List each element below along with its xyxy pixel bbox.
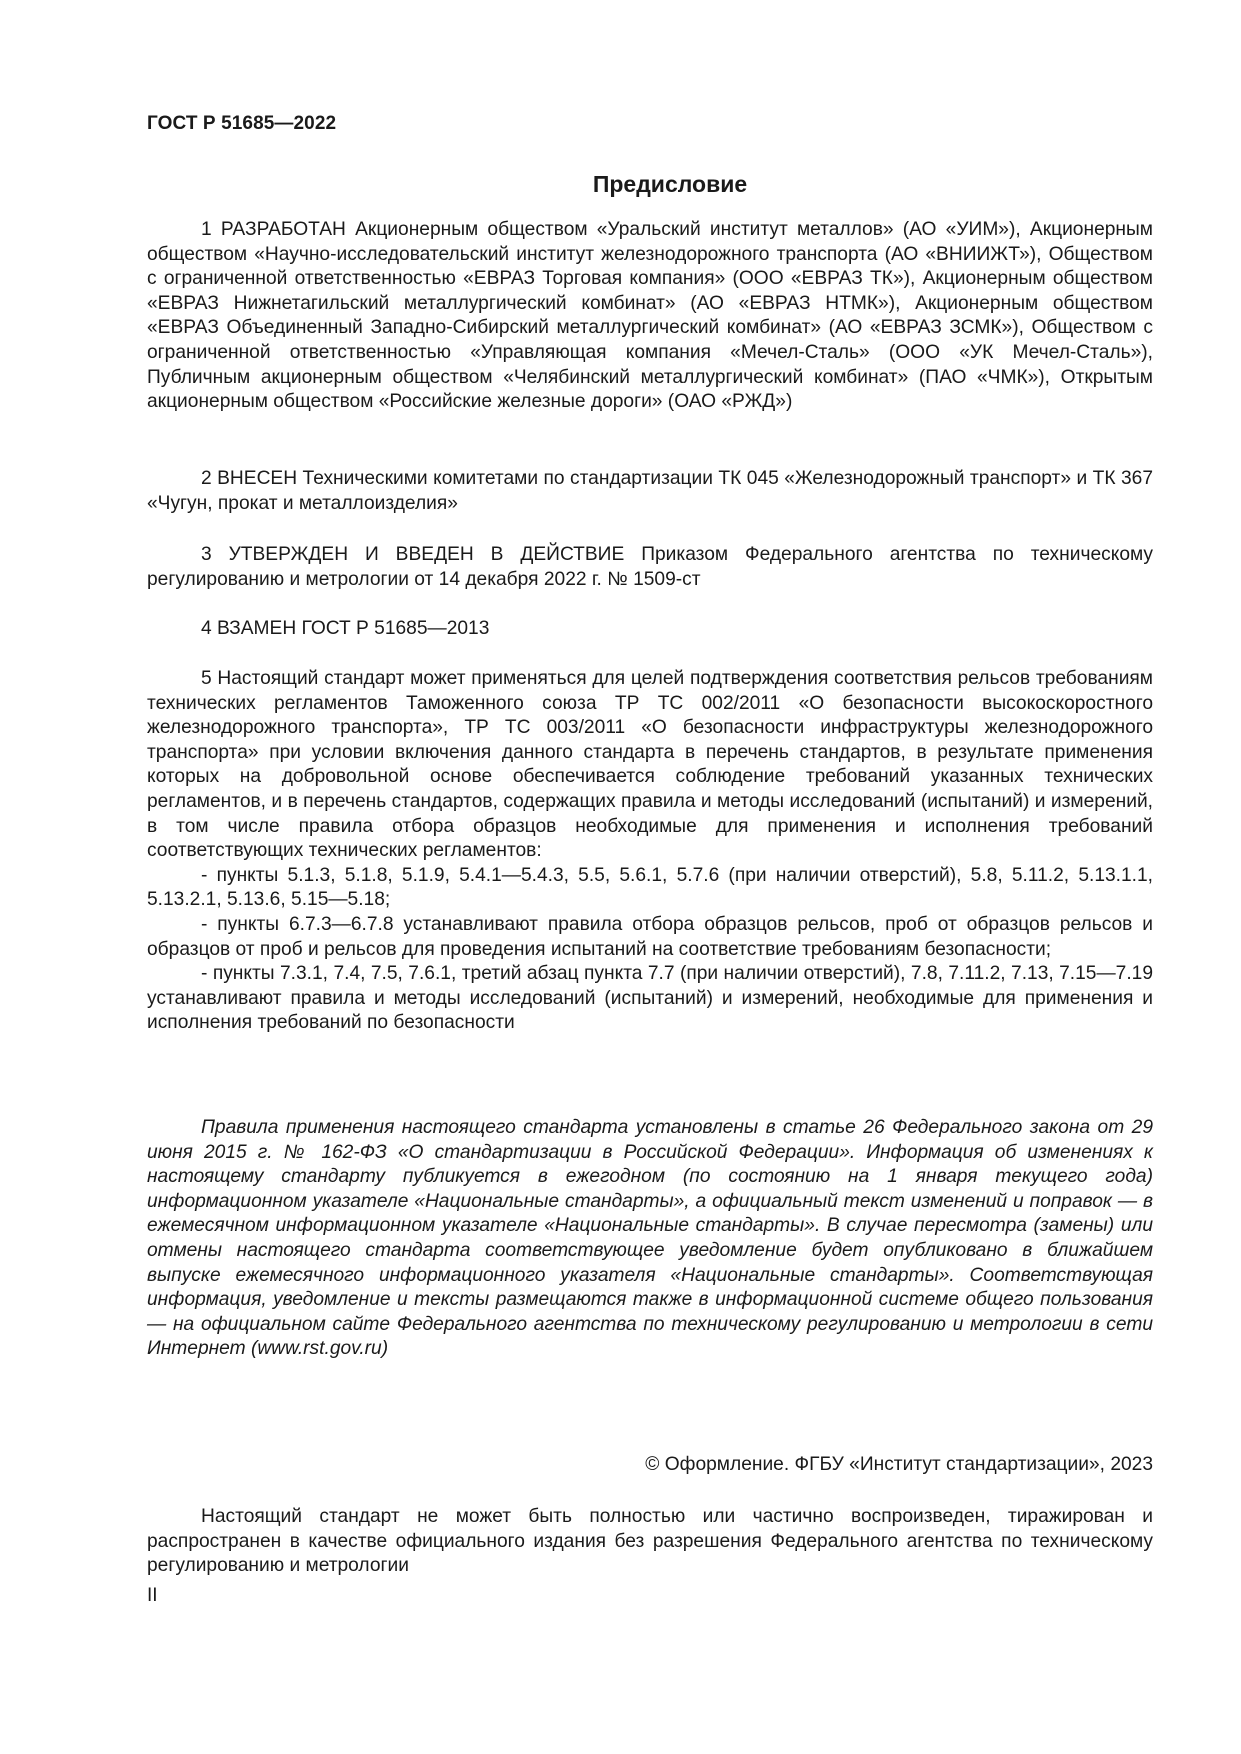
page-title: Предисловие bbox=[592, 171, 748, 197]
reproduction-notice-text: Настоящий стандарт не может быть полностью или частично воспроизведен, тиражирован и распространен в качестве официального издания без разрешения Федерального агентства по техническому регулированию и метрологии bbox=[147, 1506, 1153, 1577]
section-5-item-2: - пункты 6.7.3—6.7.8 устанавливают правила отбора образцов рельсов, проб от образцов рельсов и образцов от проб и рельсов для проведения испытаний на соответствие требованиям безопасности; bbox=[147, 913, 1153, 960]
application-rules-notice bbox=[147, 1116, 1153, 1362]
section-5-intro: 5 Настоящий стандарт может применяться для целей подтверждения соответствия рельсов требованиям технических регламентов Таможенного союза ТР ТС 002/2011 «О безопасности высокоскоростного железнодорожного транспорта», ТР ТС 003/2011 «О безопасности инфраструктуры железнодорожного транспорта» при условии включения данного стандарта в перечень стандартов, в результате применения которых на добровольной основе обеспечивается соблюдение требований указанных технических регламентов, и в перечень стандартов, содержащих правила и методы исследований (испытаний) и измерений, в том числе правила отбора образцов необходимые для применения и исполнения требований соответствующих технических регламентов: bbox=[147, 668, 1153, 862]
section-4-text: 4 ВЗАМЕН ГОСТ Р 51685—2013 bbox=[201, 618, 490, 639]
section-5-conformity bbox=[147, 667, 1153, 1036]
page-number: II bbox=[147, 1585, 158, 1606]
section-5-item-1: - пункты 5.1.3, 5.1.8, 5.1.9, 5.4.1—5.4.3, 5.5, 5.6.1, 5.7.6 (при наличии отверстий), 5.8, 5.11.2, 5.13.1.1, 5.13.2.1, 5.13.6, 5.15—5.18; bbox=[147, 864, 1153, 911]
copyright-line: © Оформление. ФГБУ «Институт стандартизации», 2023 bbox=[645, 1454, 1153, 1475]
application-rules-text: Правила применения настоящего стандарта установлены в статье 26 Федерального закона от 29 июня 2015 г. № 162-ФЗ «О стандартизации в Российской Федерации». Информация об изменениях к настоящему стандарту публикуется в ежегодном (по состоянию на 1 января текущего года) информационном указателе «Национальные стандарты», а официальный текст изменений и поправок — в ежемесячном информационном указателе «Национальные стандарты». В случае пересмотра (замены) или отмены настоящего стандарта соответствующее уведомление будет опубликовано в ближайшем выпуске ежемесячного информационного указателя «Национальные стандарты». Соответствующая информация, уведомление и тексты размещаются также в информационной системе общего пользования — на официальном сайте Федерального агентства по техническому регулированию и метрологии в сети Интернет (www.rst.gov.ru) bbox=[147, 1117, 1153, 1360]
section-4-replaces bbox=[147, 617, 1153, 642]
section-2-introduced-by bbox=[147, 467, 1153, 516]
reproduction-notice bbox=[147, 1505, 1153, 1579]
section-5-item-3: - пункты 7.3.1, 7.4, 7.5, 7.6.1, третий абзац пункта 7.7 (при наличии отверстий), 7.8, 7.11.2, 7.13, 7.15—7.19 устанавливают правила и методы исследований (испытаний) и измерений, необходимые для применения и исполнения требований по безопасности bbox=[147, 963, 1153, 1034]
document-id-header: ГОСТ Р 51685—2022 bbox=[147, 113, 337, 134]
section-1-developed-by bbox=[147, 218, 1153, 415]
section-2-text: 2 ВНЕСЕН Техническими комитетами по стандартизации ТК 045 «Железнодорожный транспорт» и ТК 367 «Чугун, прокат и металлоизделия» bbox=[147, 468, 1153, 514]
section-3-text: 3 УТВЕРЖДЕН И ВВЕДЕН В ДЕЙСТВИЕ Приказом Федерального агентства по техническому регулированию и метрологии от 14 декабря 2022 г. № 1509-ст bbox=[147, 544, 1153, 590]
section-1-text: 1 РАЗРАБОТАН Акционерным обществом «Уральский институт металлов» (АО «УИМ»), Акционерным обществом «Научно-исследовательский институт железнодорожного транспорта (АО «ВНИИЖТ»), Обществом с ограниченной ответственностью «ЕВРАЗ Торговая компания» (ООО «ЕВРАЗ ТК»), Акционерным обществом «ЕВРАЗ Нижнетагильский металлургический комбинат» (АО «ЕВРАЗ НТМК»), Акционерным обществом «ЕВРАЗ Объединенный Западно-Сибирский металлургический комбинат» (АО «ЕВРАЗ ЗСМК»), Обществом с ограниченной ответственностью «Управляющая компания «Мечел-Сталь» (ООО «УК Мечел-Сталь»), Публичным акционерным обществом «Челябинский металлургический комбинат» (ПАО «ЧМК»), Открытым акционерным обществом «Российские железные дороги» (ОАО «РЖД») bbox=[147, 219, 1153, 413]
section-3-approved bbox=[147, 543, 1153, 592]
